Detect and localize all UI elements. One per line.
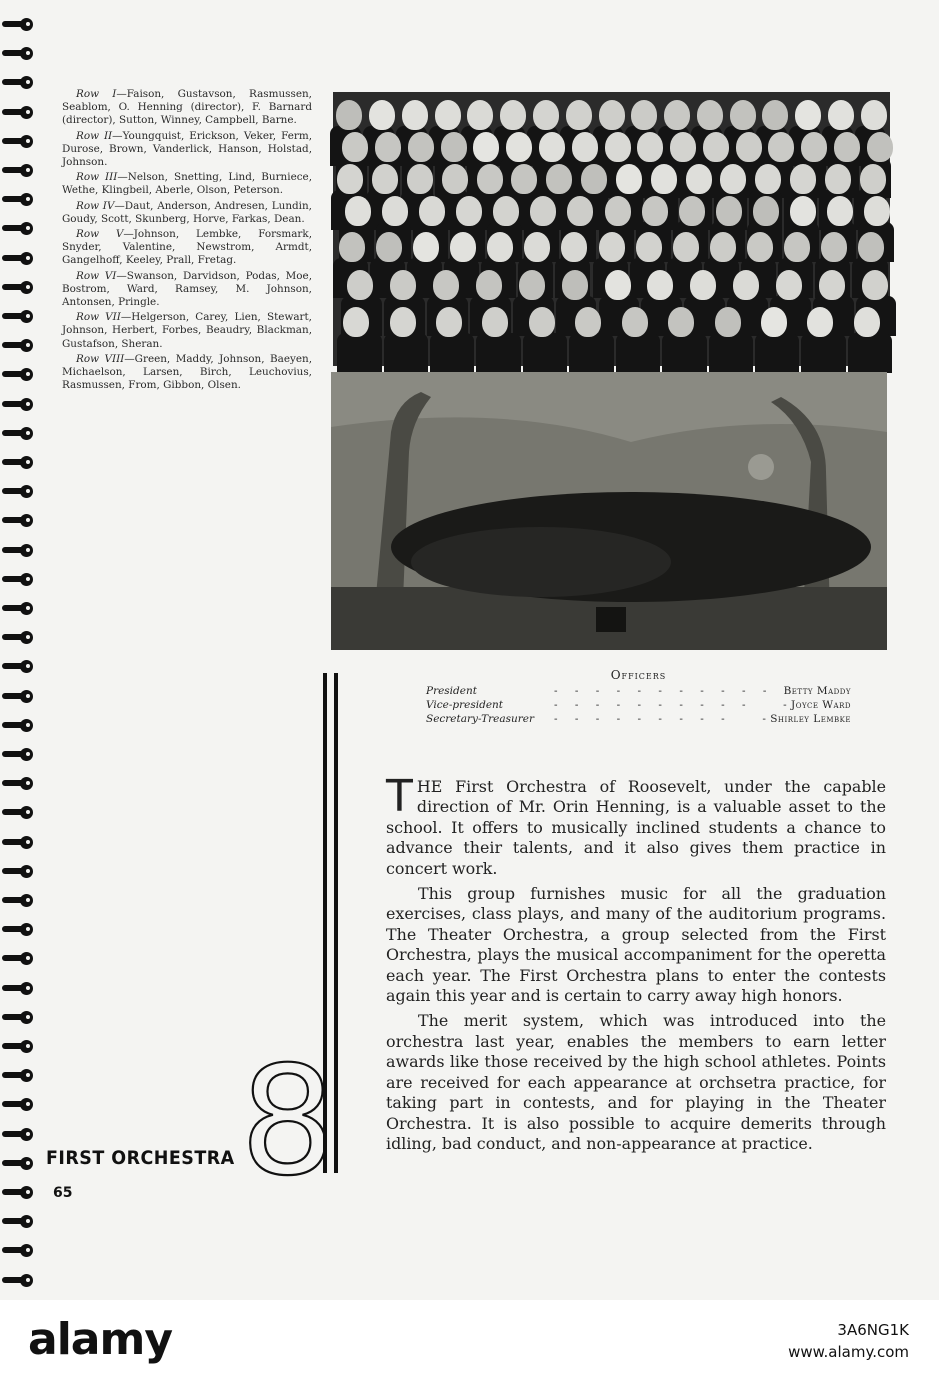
binding-ring: [2, 719, 36, 731]
person-head: [616, 164, 642, 194]
person-head: [827, 196, 853, 226]
binding-ring: [2, 894, 36, 906]
person-head: [710, 232, 736, 262]
person-head: [336, 100, 362, 130]
person-head: [487, 232, 513, 262]
person-head: [433, 270, 459, 300]
drop-cap: T: [386, 771, 413, 822]
person-head: [477, 164, 503, 194]
row-caption: Row VII—Helgerson, Carey, Lien, Stewart, Johnson, Herbert, Forbes, Beaudry, Blackman, Gustafson, Sheran.: [62, 311, 312, 350]
person-head: [369, 100, 395, 130]
watermark-footer: [0, 1300, 939, 1390]
binding-ring: [2, 252, 36, 264]
officer-name: Betty Maddy: [783, 685, 851, 697]
person-head: [679, 196, 705, 226]
binding-ring: [2, 690, 36, 702]
officer-name: - Joyce Ward: [783, 699, 851, 711]
binding-ring: [2, 222, 36, 234]
person-head: [854, 307, 880, 337]
person-head: [747, 232, 773, 262]
binding-ring: [2, 982, 36, 994]
person-head: [436, 307, 462, 337]
binding-ring: [2, 398, 36, 410]
binding-ring: [2, 1040, 36, 1052]
binding-ring: [2, 748, 36, 760]
person-head: [636, 232, 662, 262]
person-body: [755, 333, 799, 373]
person-body: [430, 333, 474, 373]
person-head: [390, 270, 416, 300]
binding-ring: [2, 1098, 36, 1110]
officer-row: [426, 712, 851, 726]
orchestra-front: [411, 527, 671, 597]
person-head: [861, 100, 887, 130]
officer-name: - Shirley Lembke: [762, 713, 851, 725]
binding-ring: [2, 193, 36, 205]
person-head: [670, 132, 696, 162]
binding-ring: [2, 1069, 36, 1081]
person-head: [581, 164, 607, 194]
person-head: [567, 196, 593, 226]
row-caption: Row VI—Swanson, Darvidson, Podas, Moe, Bostrom, Ward, Ramsey, M. Johnson, Antonsen, Pringle.: [62, 269, 312, 309]
person-head: [715, 307, 741, 337]
binding-ring: [2, 310, 36, 322]
person-head: [762, 100, 788, 130]
person-head: [825, 164, 851, 194]
person-body: [476, 333, 520, 373]
person-head: [819, 270, 845, 300]
binding-ring: [2, 836, 36, 848]
binding-ring: [2, 1157, 36, 1169]
officer-leader: - - - - - - - - - - -: [554, 685, 774, 697]
person-body: [801, 333, 845, 373]
person-head: [784, 232, 810, 262]
officer-row: [426, 698, 851, 712]
binding-ring: [2, 544, 36, 556]
person-head: [821, 232, 847, 262]
person-head: [376, 232, 402, 262]
person-head: [347, 270, 373, 300]
person-head: [807, 307, 833, 337]
person-head: [730, 100, 756, 130]
person-head: [566, 100, 592, 130]
orchestra-stage-photo: [331, 372, 887, 650]
person-head: [524, 232, 550, 262]
person-head: [506, 132, 532, 162]
row-caption: Row I—Faison, Gustavson, Rasmussen, Seablom, O. Henning (director), F. Barnard (director), Sutton, Winney, Campbell, Barne.: [62, 88, 312, 127]
person-head: [482, 307, 508, 337]
binding-ring: [2, 456, 36, 468]
person-head: [375, 132, 401, 162]
person-head: [342, 132, 368, 162]
person-head: [673, 232, 699, 262]
row-caption: Row IV—Daut, Anderson, Andresen, Lundin, Goudy, Scott, Skunberg, Horve, Farkas, Dean.: [62, 199, 312, 225]
binding-ring: [2, 339, 36, 351]
person-head: [605, 196, 631, 226]
person-head: [533, 100, 559, 130]
paragraph-2: This group furnishes music for all the graduation exercises, class plays, and many of the auditorium programs. The Theater Orchestra, a group selected from the First Orchestra, plays the musical accompaniment for the operetta each year. The First Orchestra plans to enter the contests again this year and is certain to carry away high honors.: [386, 884, 886, 1006]
person-head: [651, 164, 677, 194]
spiral-binding: [0, 18, 46, 1298]
officers-title: Officers: [610, 668, 667, 682]
binding-ring: [2, 1186, 36, 1198]
person-head: [339, 232, 365, 262]
person-body: [848, 333, 892, 373]
numeral-eight-graphic: [240, 1035, 336, 1209]
binding-ring: [2, 427, 36, 439]
site-url: www.alamy.com: [788, 1343, 909, 1361]
binding-ring: [2, 164, 36, 176]
person-head: [867, 132, 893, 162]
binding-ring: [2, 660, 36, 672]
person-head: [561, 232, 587, 262]
person-head: [441, 132, 467, 162]
person-head: [599, 232, 625, 262]
officer-role: Vice-president: [426, 699, 504, 711]
binding-ring: [2, 1244, 36, 1256]
binding-ring: [2, 368, 36, 380]
paragraph-3: The merit system, which was introduced into the orchestra last year, enables the members to earn letter awards like those received by the high school athletes. Points are received for each appearance at orchsetra practice, for taking part in contests, and for playing in the Theater Orchestra. It is also possible to acquire demerits through idling, bad conduct, and non-appearance at practice.: [386, 1011, 886, 1153]
person-head: [864, 196, 890, 226]
person-head: [372, 164, 398, 194]
binding-ring: [2, 602, 36, 614]
person-head: [761, 307, 787, 337]
person-head: [690, 270, 716, 300]
officer-leader: - - - - - - - - - -: [554, 699, 753, 711]
person-head: [450, 232, 476, 262]
binding-ring: [2, 1215, 36, 1227]
person-head: [467, 100, 493, 130]
person-body: [616, 333, 660, 373]
group-portrait-photo: [333, 92, 890, 366]
person-head: [697, 100, 723, 130]
person-head: [736, 132, 762, 162]
person-head: [668, 307, 694, 337]
person-head: [801, 132, 827, 162]
person-head: [716, 196, 742, 226]
person-head: [664, 100, 690, 130]
person-head: [413, 232, 439, 262]
binding-ring: [2, 18, 36, 30]
binding-ring: [2, 865, 36, 877]
person-head: [539, 132, 565, 162]
person-body: [337, 333, 381, 373]
person-head: [343, 307, 369, 337]
person-head: [790, 196, 816, 226]
person-head: [753, 196, 779, 226]
binding-ring: [2, 135, 36, 147]
person-head: [790, 164, 816, 194]
person-head: [337, 164, 363, 194]
person-head: [407, 164, 433, 194]
person-head: [562, 270, 588, 300]
image-id: 3A6NG1K: [837, 1321, 909, 1339]
person-head: [511, 164, 537, 194]
person-head: [599, 100, 625, 130]
person-head: [500, 100, 526, 130]
person-head: [703, 132, 729, 162]
person-head: [456, 196, 482, 226]
officer-row: [426, 684, 851, 698]
row-caption: Row V—Johnson, Lembke, Forsmark, Snyder, Valentine, Newstrom, Armdt, Gangelhoff, Keeley, Prall, Fretag.: [62, 228, 313, 267]
person-head: [686, 164, 712, 194]
stage-scene: [331, 372, 887, 650]
person-head: [605, 270, 631, 300]
binding-ring: [2, 514, 36, 526]
person-head: [493, 196, 519, 226]
officers-box: [426, 668, 851, 726]
person-head: [419, 196, 445, 226]
article-body: [386, 771, 886, 1159]
svg-text:8: 8: [240, 1035, 336, 1209]
person-body: [569, 333, 613, 373]
row-captions: [62, 88, 312, 394]
person-head: [858, 232, 884, 262]
binding-ring: [2, 281, 36, 293]
person-head: [572, 132, 598, 162]
person-head: [642, 196, 668, 226]
person-head: [546, 164, 572, 194]
person-head: [795, 100, 821, 130]
person-head: [631, 100, 657, 130]
page-number: 65: [53, 1185, 73, 1201]
person-head: [390, 307, 416, 337]
person-head: [733, 270, 759, 300]
binding-ring: [2, 47, 36, 59]
binding-ring: [2, 952, 36, 964]
person-body: [384, 333, 428, 373]
binding-ring: [2, 485, 36, 497]
binding-ring: [2, 1274, 36, 1286]
binding-ring: [2, 777, 36, 789]
image-credit: [788, 1319, 909, 1363]
person-head: [776, 270, 802, 300]
person-head: [435, 100, 461, 130]
person-body: [709, 333, 753, 373]
person-head: [473, 132, 499, 162]
person-head: [834, 132, 860, 162]
binding-ring: [2, 1128, 36, 1140]
officer-role: President: [426, 685, 477, 697]
binding-ring: [2, 631, 36, 643]
person-head: [442, 164, 468, 194]
person-head: [519, 270, 545, 300]
person-head: [647, 270, 673, 300]
person-head: [768, 132, 794, 162]
person-head: [529, 307, 555, 337]
binding-ring: [2, 76, 36, 88]
person-body: [662, 333, 706, 373]
person-head: [575, 307, 601, 337]
conductor-podium: [596, 607, 626, 632]
person-body: [523, 333, 567, 373]
person-head: [720, 164, 746, 194]
person-head: [402, 100, 428, 130]
tuba: [748, 454, 774, 480]
person-head: [637, 132, 663, 162]
binding-ring: [2, 1011, 36, 1023]
binding-ring: [2, 106, 36, 118]
officer-role: Secretary-Treasurer: [426, 713, 535, 725]
row-caption: Row VIII—Green, Maddy, Johnson, Baeyen, Michaelson, Larsen, Birch, Leuchovius, Rasmussen, From, Gibbon, Olsen.: [62, 352, 313, 392]
paragraph-1: THE First Orchestra of Roosevelt, under the capable direction of Mr. Orin Henning, is a valuable asset to the school. It offers to musically inclined students a chance to advance their talents, and it also gives them practice in concert work.: [386, 771, 886, 878]
person-head: [530, 196, 556, 226]
officer-leader: - - - - - - - - -: [554, 713, 732, 725]
person-head: [755, 164, 781, 194]
section-title: FIRST ORCHESTRA: [46, 1147, 235, 1169]
binding-ring: [2, 806, 36, 818]
person-head: [605, 132, 631, 162]
alamy-logo: alamy: [28, 1314, 172, 1365]
row-caption: Row II—Youngquist, Erickson, Veker, Ferm, Durose, Brown, Vanderlick, Hanson, Holstad, Johnson.: [62, 129, 312, 169]
person-head: [622, 307, 648, 337]
person-head: [382, 196, 408, 226]
binding-ring: [2, 923, 36, 935]
person-head: [828, 100, 854, 130]
person-head: [476, 270, 502, 300]
person-head: [862, 270, 888, 300]
binding-ring: [2, 573, 36, 585]
person-head: [408, 132, 434, 162]
row-caption: Row III—Nelson, Snetting, Lind, Burniece, Wethe, Klingbeil, Aberle, Olson, Peterson.: [62, 171, 312, 197]
person-head: [345, 196, 371, 226]
person-head: [860, 164, 886, 194]
